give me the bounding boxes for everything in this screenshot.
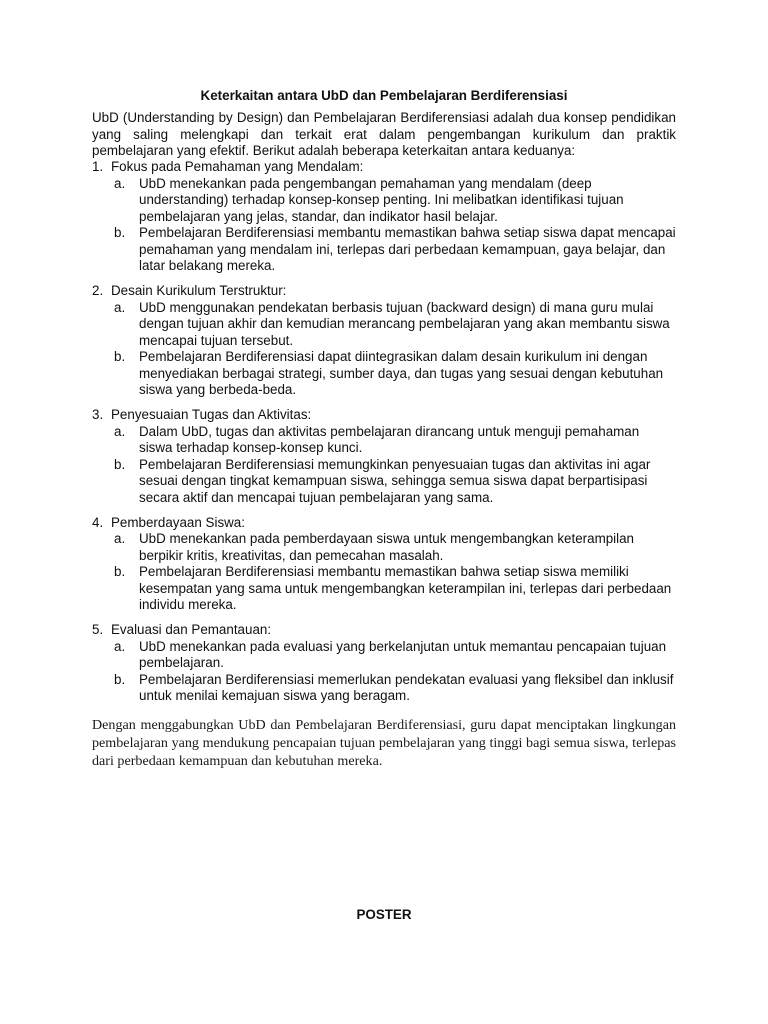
list-item-text: Pembelajaran Berdiferensiasi dapat diintegrasikan dalam desain kurikulum ini dengan menyediakan berbagai strategi, sumber daya, dan tugas yang sesuai dengan kebutuhan siswa yang berbeda-beda. xyxy=(139,349,664,397)
list-item-letter: a. xyxy=(114,531,126,546)
intro-paragraph: UbD (Understanding by Design) dan Pembelajaran Berdiferensiasi adalah dua konsep pendidikan yang saling melengkapi dan terkait erat dalam pengembangan kurikulum dan praktik pembelajaran yang efektif. Berikut adalah beberapa keterkaitan antara keduanya: xyxy=(92,110,676,158)
list-item xyxy=(92,639,676,672)
section-heading-text: Evaluasi dan Pemantauan: xyxy=(111,622,272,637)
section-heading-text: Desain Kurikulum Terstruktur: xyxy=(111,283,287,298)
section-heading-text: Fokus pada Pemahaman yang Mendalam: xyxy=(111,159,364,174)
list-item-text: Pembelajaran Berdiferensiasi memungkinkan penyesuaian tugas dan aktivitas ini agar sesuai dengan tingkat kemampuan siswa, sehingga semua siswa dapat berpartisipasi secara aktif dan mencapai tujuan pembelajaran yang sama. xyxy=(139,456,651,505)
list-item xyxy=(92,300,676,350)
section-3 xyxy=(92,407,676,506)
document-title: Keterkaitan antara UbD dan Pembelajaran Berdiferensiasi xyxy=(200,88,568,103)
list-item-text: UbD menekankan pada pengembangan pemahaman yang mendalam (deep understanding) terhadap konsep-konsep penting. Ini melibatkan identifikasi tujuan pembelajaran yang jelas, standar, dan indikator hasil belajar. xyxy=(139,175,624,224)
section-heading-text: Penyesuaian Tugas dan Aktivitas: xyxy=(111,407,312,422)
section-heading xyxy=(92,283,676,300)
section-heading xyxy=(92,159,676,176)
section-5 xyxy=(92,622,676,705)
list-item xyxy=(92,424,676,457)
section-number: 4. xyxy=(92,514,104,530)
list-item-letter: b. xyxy=(114,456,126,472)
section-number: 2. xyxy=(92,283,104,298)
sections-list xyxy=(92,159,676,713)
list-item xyxy=(92,349,676,399)
list-item-letter: b. xyxy=(114,225,126,240)
list-item-letter: a. xyxy=(114,299,126,315)
list-item-letter: a. xyxy=(114,638,126,654)
list-item-letter: a. xyxy=(114,175,126,191)
list-item-text: Pembelajaran Berdiferensiasi membantu memastikan bahwa setiap siswa memiliki kesempatan yang sama untuk mengembangkan keterampilan ini, terlepas dari perbedaan individu mereka. xyxy=(139,564,672,612)
list-item-letter: a. xyxy=(114,423,126,439)
section-4 xyxy=(92,515,676,614)
section-heading xyxy=(92,407,676,424)
list-item xyxy=(92,225,676,275)
list-item-text: Pembelajaran Berdiferensiasi memerlukan pendekatan evaluasi yang fleksibel dan inklusif untuk menilai kemajuan siswa yang beragam. xyxy=(139,671,674,703)
list-item xyxy=(92,672,676,705)
list-item-letter: b. xyxy=(114,349,126,364)
list-item xyxy=(92,176,676,226)
list-item-text: Pembelajaran Berdiferensiasi membantu memastikan bahwa setiap siswa dapat mencapai pemahaman yang mendalam ini, terlepas dari perbedaan kemampuan, gaya belajar, dan latar belakang mereka. xyxy=(139,225,676,273)
poster-heading: POSTER xyxy=(356,907,412,922)
section-heading xyxy=(92,622,676,639)
section-number: 1. xyxy=(92,159,104,174)
list-item-letter: b. xyxy=(114,671,126,687)
section-heading-text: Pemberdayaan Siswa: xyxy=(111,514,245,530)
list-item-text: UbD menggunakan pendekatan berbasis tujuan (backward design) di mana guru mulai dengan tujuan akhir dan kemudian merancang pembelajaran yang akan membantu siswa mencapai tujuan tersebut. xyxy=(139,299,670,348)
list-item-text: UbD menekankan pada pemberdayaan siswa untuk mengembangkan keterampilan berpikir kritis, kreativitas, dan pemecahan masalah. xyxy=(139,531,635,563)
list-item-text: UbD menekankan pada evaluasi yang berkelanjutan untuk memantau pencapaian tujuan pembelajaran. xyxy=(139,638,667,670)
section-number: 3. xyxy=(92,407,104,422)
list-item-text: Dalam UbD, tugas dan aktivitas pembelajaran dirancang untuk menguji pemahaman siswa terhadap konsep-konsep kunci. xyxy=(139,423,640,455)
list-item xyxy=(92,564,676,614)
list-item-letter: b. xyxy=(114,564,126,579)
section-2 xyxy=(92,283,676,399)
section-1 xyxy=(92,159,676,275)
section-number: 5. xyxy=(92,622,104,637)
list-item xyxy=(92,457,676,507)
section-heading xyxy=(92,515,676,532)
conclusion-paragraph: Dengan menggabungkan UbD dan Pembelajaran Berdiferensiasi, guru dapat menciptakan lingkungan pembelajaran yang mendukung pencapaian tujuan pembelajaran yang tinggi bagi semua siswa, terlepas dari perbedaan kemampuan dan kebutuhan mereka. xyxy=(92,717,676,769)
list-item xyxy=(92,531,676,564)
